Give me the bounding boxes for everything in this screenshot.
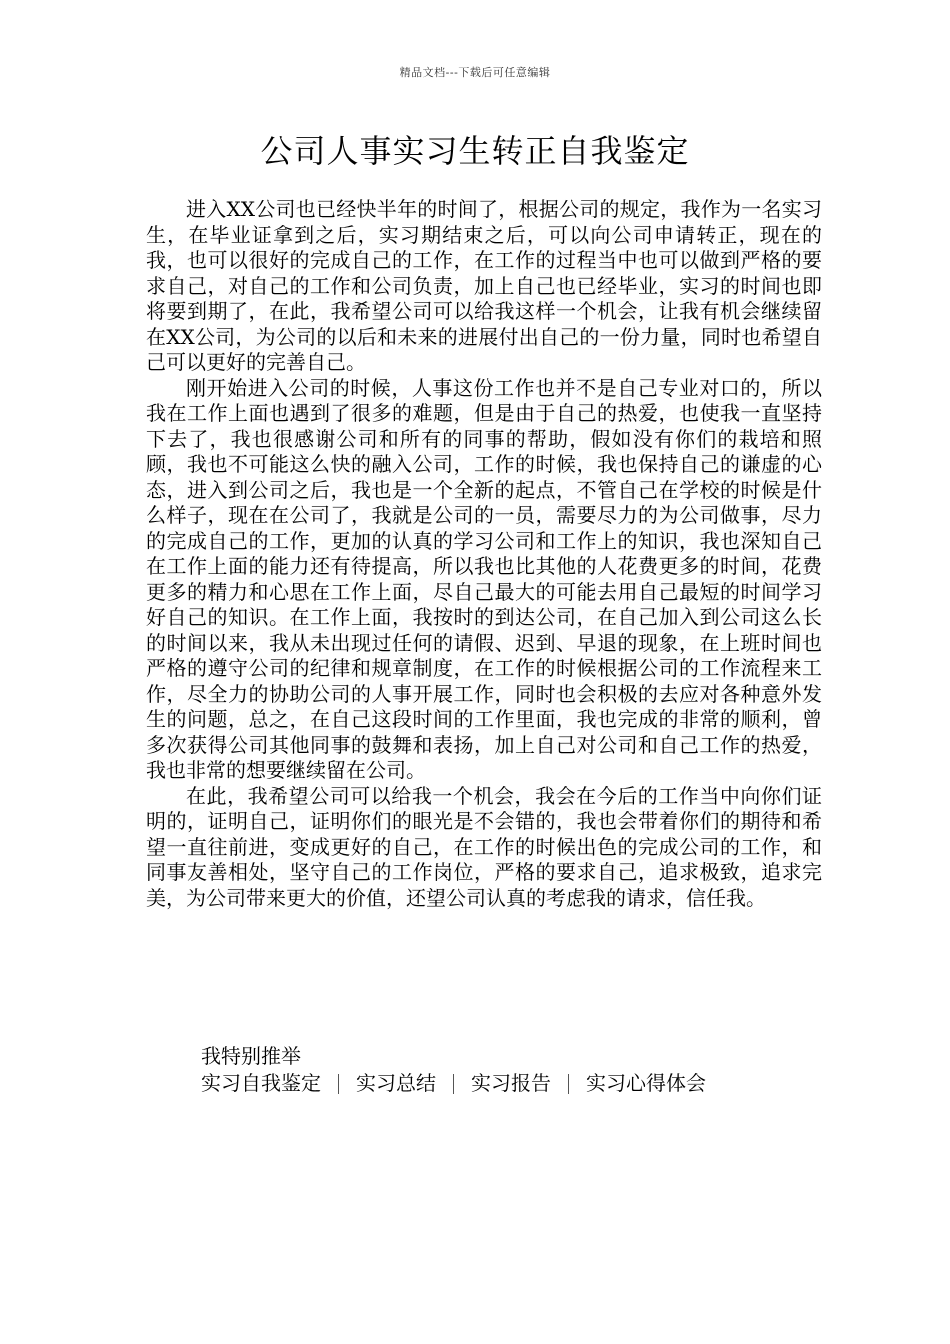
recommend-link-summary[interactable]: 实习总结 <box>356 1071 436 1095</box>
recommend-link-experience[interactable]: 实习心得体会 <box>586 1071 706 1095</box>
recommend-section <box>201 1043 841 1097</box>
document-title: 公司人事实习生转正自我鉴定 <box>260 132 690 170</box>
body-paragraph-1: 进入XX公司也已经快半年的时间了，根据公司的规定，我作为一名实习生，在毕业证拿到之后，实习期结束之后，可以向公司申请转正，现在的我，也可以很好的完成自己的工作，在工作的过程当中也可以做到严格的要求自己，对自己的工作和公司负责，加上自己也已经毕业，实习的时间也即将要到期了，在此，我希望公司可以给我这样一个机会，让我有机会继续留在XX公司，为公司的以后和未来的进展付出自己的一份力量，同时也希望自己可以更好的完善自己。 <box>146 197 822 374</box>
document-body <box>146 197 822 911</box>
body-paragraph-3: 在此，我希望公司可以给我一个机会，我会在今后的工作当中向你们证明的，证明自己，证明你们的眼光是不会错的，我也会带着你们的期待和希望一直往前进，变成更好的自己，在工作的时候出色的完成公司的工作，和同事友善相处，坚守自己的工作岗位，严格的要求自己，追求极致，追求完美，为公司带来更大的价值，还望公司认真的考虑我的请求，信任我。 <box>146 783 822 910</box>
recommend-links <box>201 1070 841 1097</box>
link-separator <box>453 1074 454 1094</box>
body-paragraph-2: 刚开始进入公司的时候，人事这份工作也并不是自己专业对口的，所以我在工作上面也遇到了很多的难题，但是由于自己的热爱，也使我一直坚持下去了，我也很感谢公司和所有的同事的帮助，假如没有你们的栽培和照顾，我也不可能这么快的融入公司，工作的时候，我也保持自己的谦虚的心态，进入到公司之后，我也是一个全新的起点，不管自己在学校的时候是什么样子，现在在公司了，我就是公司的一员，需要尽力的为公司做事，尽力的完成自己的工作，更加的认真的学习公司和工作上的知识，我也深知自己在工作上面的能力还有待提高，所以我也比其他的人花费更多的时间，花费更多的精力和心思在工作上面，尽自己最大的可能去用自己最短的时间学习好自己的知识。在工作上面，我按时的到达公司，在自己加入到公司这么长的时间以来，我从未出现过任何的请假、迟到、早退的现象，在上班时间也严格的遵守公司的纪律和规章制度，在工作的时候根据公司的工作流程来工作，尽全力的协助公司的人事开展工作，同时也会积极的去应对各种意外发生的问题，总之，在自己这段时间的工作里面，我也完成的非常的顺利，曾多次获得公司其他同事的鼓舞和表扬，加上自己对公司和自己工作的热爱，我也非常的想要继续留在公司。 <box>146 375 822 782</box>
link-separator <box>338 1074 339 1094</box>
recommend-link-report[interactable]: 实习报告 <box>471 1071 551 1095</box>
page-header-note: 精品文档---下载后可任意编辑 <box>399 66 551 79</box>
recommend-heading: 我特别推举 <box>201 1044 301 1068</box>
recommend-link-self-appraisal[interactable]: 实习自我鉴定 <box>201 1071 321 1095</box>
link-separator <box>568 1074 569 1094</box>
